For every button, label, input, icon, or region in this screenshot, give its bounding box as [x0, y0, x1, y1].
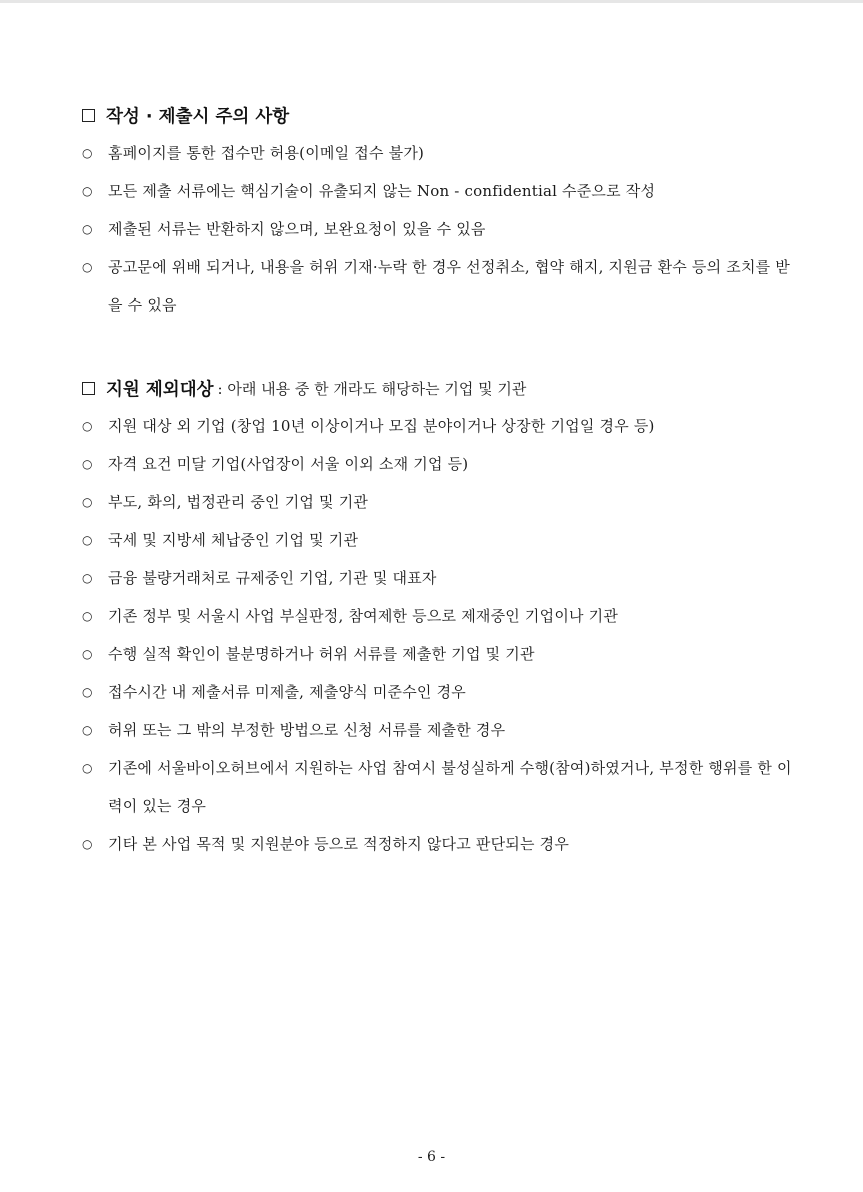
circle-bullet-icon: ○ [82, 685, 93, 699]
list-item: ○ 부도, 화의, 법정관리 중인 기업 및 기관 [82, 483, 802, 521]
caution-title: 작성 · 제출시 주의 사항 [106, 106, 290, 127]
caution-list [82, 134, 802, 324]
exclusion-section [82, 373, 802, 863]
circle-bullet-icon: ○ [82, 761, 93, 775]
circle-bullet-icon: ○ [82, 457, 93, 471]
circle-bullet-icon: ○ [82, 222, 93, 236]
top-border [0, 0, 863, 3]
list-item: ○ 자격 요건 미달 기업(사업장이 서울 이외 소재 기업 등) [82, 445, 802, 483]
circle-bullet-icon: ○ [82, 419, 93, 433]
list-item: ○ 공고문에 위배 되거나, 내용을 허위 기재·누락 한 경우 선정취소, 협약 해지, 지원금 환수 등의 조치를 받을 수 있음 [82, 248, 802, 324]
caution-heading [82, 100, 802, 130]
list-item: ○ 접수시간 내 제출서류 미제출, 제출양식 미준수인 경우 [82, 673, 802, 711]
list-item: ○ 금융 불량거래처로 규제중인 기업, 기관 및 대표자 [82, 559, 802, 597]
list-item: ○ 지원 대상 외 기업 (창업 10년 이상이거나 모집 분야이거나 상장한 기업일 경우 등) [82, 407, 802, 445]
list-item: ○ 수행 실적 확인이 불분명하거나 허위 서류를 제출한 기업 및 기관 [82, 635, 802, 673]
page-number: - 6 - [417, 1149, 446, 1165]
circle-bullet-icon: ○ [82, 571, 93, 585]
list-item: ○ 기존 정부 및 서울시 사업 부실판정, 참여제한 등으로 제재중인 기업이나 기관 [82, 597, 802, 635]
list-item: ○ 기존에 서울바이오허브에서 지원하는 사업 참여시 불성실하게 수행(참여)하였거나, 부정한 행위를 한 이력이 있는 경우 [82, 749, 802, 825]
exclusion-title: 지원 제외대상 [106, 379, 214, 400]
circle-bullet-icon: ○ [82, 495, 93, 509]
list-item: ○ 모든 제출 서류에는 핵심기술이 유출되지 않는 Non - confidential 수준으로 작성 [82, 172, 802, 210]
checkbox-square-icon [82, 382, 95, 395]
list-item: ○ 제출된 서류는 반환하지 않으며, 보완요청이 있을 수 있음 [82, 210, 802, 248]
caution-section [82, 100, 802, 324]
list-item: ○ 허위 또는 그 밖의 부정한 방법으로 신청 서류를 제출한 경우 [82, 711, 802, 749]
list-item: ○ 기타 본 사업 목적 및 지원분야 등으로 적정하지 않다고 판단되는 경우 [82, 825, 802, 863]
circle-bullet-icon: ○ [82, 609, 93, 623]
list-item: ○ 국세 및 지방세 체납중인 기업 및 기관 [82, 521, 802, 559]
circle-bullet-icon: ○ [82, 533, 93, 547]
exclusion-list [82, 407, 802, 863]
circle-bullet-icon: ○ [82, 837, 93, 851]
circle-bullet-icon: ○ [82, 647, 93, 661]
circle-bullet-icon: ○ [82, 260, 93, 274]
exclusion-heading [82, 373, 802, 403]
circle-bullet-icon: ○ [82, 723, 93, 737]
circle-bullet-icon: ○ [82, 184, 93, 198]
list-item: ○ 홈페이지를 통한 접수만 허용(이메일 접수 불가) [82, 134, 802, 172]
exclusion-note: : 아래 내용 중 한 개라도 해당하는 기업 및 기관 [217, 379, 527, 398]
checkbox-square-icon [82, 109, 95, 122]
circle-bullet-icon: ○ [82, 146, 93, 160]
